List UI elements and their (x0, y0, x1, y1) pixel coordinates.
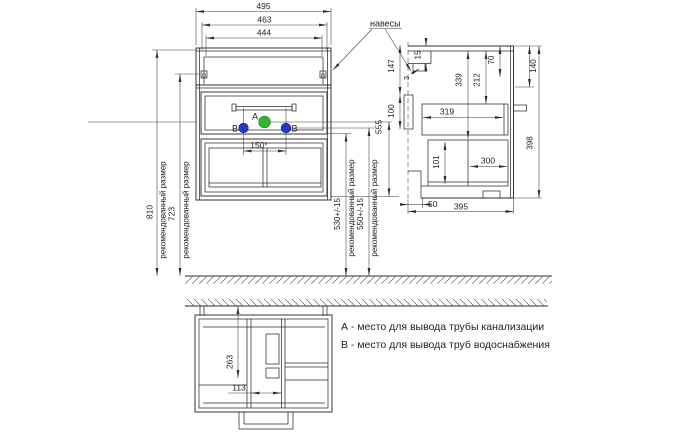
dim-810-note: рекомендованный размер (158, 161, 168, 259)
dim-70: 70 (487, 55, 496, 65)
dim-463: 463 (257, 14, 272, 25)
dim-530-note: рекомендованный размер (347, 159, 356, 257)
dim-723: 723 (166, 206, 177, 222)
dim-530: 530+/-15 (333, 198, 342, 230)
hangers-label: навесы (370, 18, 401, 29)
dim-150: 150* (250, 140, 268, 150)
dim-15: 15 (413, 50, 423, 60)
dim-555: 555 (373, 119, 384, 135)
siphon-recess (266, 334, 279, 364)
dim-263: 263 (224, 354, 235, 370)
point-a-marker (259, 116, 271, 128)
point-a-label: А (251, 111, 258, 122)
point-b-right-label: В (291, 123, 298, 134)
dim-113: 113 (232, 382, 246, 393)
front-left-dimensions (88, 50, 199, 276)
dim-444: 444 (256, 27, 272, 38)
point-b-left-marker (239, 123, 249, 133)
dim-550: 550+/-15 (356, 198, 365, 230)
upper-drawer-side (422, 104, 508, 135)
legend-line-b: В - место для вывода труб водоснабжения (341, 339, 550, 351)
bottom-view (185, 299, 548, 429)
handle-side (514, 105, 527, 111)
wall-bracket (404, 95, 413, 129)
wall-hatch (186, 299, 547, 306)
bottom-outline (195, 315, 332, 412)
dim-398: 398 (525, 136, 535, 150)
dim-100: 100 (387, 104, 396, 118)
foot (483, 191, 500, 198)
legend (341, 321, 550, 351)
drawer-handle (232, 104, 296, 111)
dim-300: 300 (480, 155, 496, 166)
dim-101: 101 (432, 155, 441, 169)
side-view (387, 38, 542, 214)
dim-395: 395 (453, 201, 469, 212)
point-b-left-label: В (231, 123, 238, 134)
dim-723-note: рекомендованный размер (181, 161, 191, 259)
dim-495: 495 (256, 1, 271, 11)
dim-147: 147 (387, 59, 396, 73)
dim-212: 212 (472, 73, 482, 87)
floor-hatch (185, 276, 552, 284)
dim-550-note: рекомендованный размер (370, 159, 379, 257)
dim-810: 810 (144, 204, 155, 220)
front-view (196, 48, 331, 200)
point-b-right-marker (281, 123, 291, 133)
hangers-callout (333, 19, 411, 72)
dim-319: 319 (439, 106, 455, 117)
dim-3: 3 (402, 75, 411, 81)
legend-line-a: А - место для вывода трубы канализации (341, 321, 545, 333)
dim-339: 339 (454, 73, 464, 87)
dim-140: 140 (529, 59, 538, 73)
dim-50: 50 (428, 199, 438, 209)
